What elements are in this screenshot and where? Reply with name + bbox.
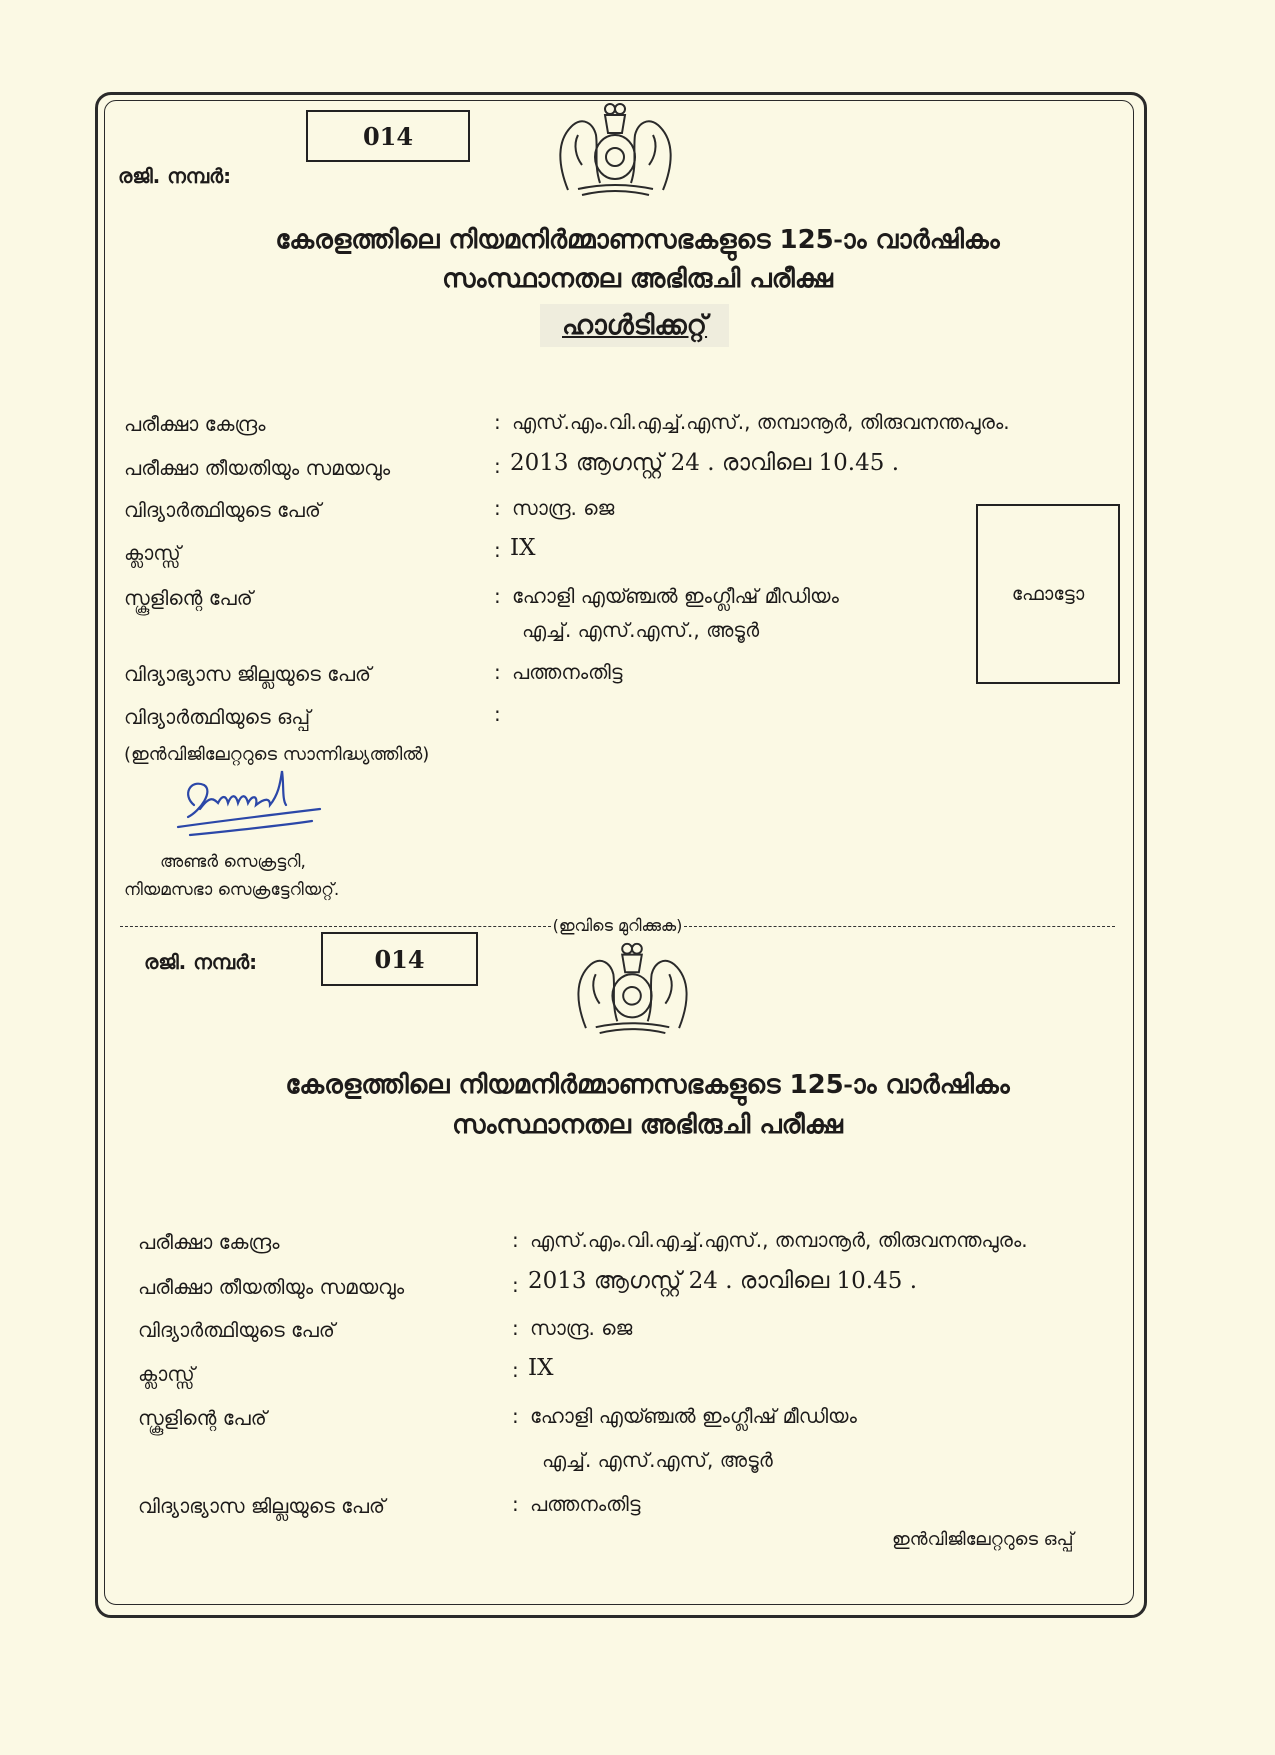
colon: : (512, 1228, 519, 1252)
invigilator-signature-label: ഇൻവിജിലേറ്ററുടെ ഒപ്പ് (892, 1529, 1074, 1550)
colon: : (494, 702, 501, 726)
class-value: IX (528, 1355, 554, 1381)
cut-dash-left (120, 926, 551, 927)
bottom-title-line2: സംസ്ഥാനതല അഭിരുചി പരീക്ഷ (452, 1110, 843, 1140)
colon: : (494, 584, 501, 608)
student-name-label: വിദ്യാർത്ഥിയുടെ പേര് (124, 498, 321, 522)
colon: : (512, 1404, 519, 1428)
cut-dash-right (684, 926, 1115, 927)
colon: : (494, 538, 501, 562)
hall-ticket-title: ഹാൾടിക്കറ്റ് (540, 304, 729, 347)
district-value: പത്തനംതിട്ട (512, 660, 623, 684)
district-label: വിദ്യാഭ്യാസ ജില്ലയുടെ പേര് (138, 1494, 386, 1518)
school-name-value-line2: എച്ച്. എസ്.എസ്., അടൂർ (522, 618, 760, 642)
exam-date-label: പരീക്ഷാ തീയതിയും സമയവും (124, 456, 391, 480)
colon: : (494, 660, 501, 684)
colon: : (512, 1358, 519, 1382)
colon: : (512, 1273, 519, 1297)
top-title-line1: കേരളത്തിലെ നിയമനിർമ്മാണസഭകളുടെ 125-ാം വാർഷികം (275, 225, 1000, 255)
exam-centre-label: പരീക്ഷാ കേന്ദ്രം (124, 412, 266, 436)
school-name-value: ഹോളി എയ്ഞ്ചൽ ഇംഗ്ലീഷ് മീഡിയം (512, 584, 839, 608)
cut-here-text: (ഇവിടെ മുറിക്കുക) (552, 916, 683, 935)
school-name-value: ഹോളി എയ്ഞ്ചൽ ഇംഗ്ലീഷ് മീഡിയം (530, 1404, 857, 1428)
colon: : (512, 1492, 519, 1516)
exam-centre-value: എസ്.എം.വി.എച്ച്.എസ്., തമ്പാനൂർ, തിരുവനന്തപുരം. (512, 410, 1010, 434)
exam-date-value: 2013 ആഗസ്റ്റ് 24 . രാവിലെ 10.45 . (510, 450, 900, 476)
bottom-title-line1: കേരളത്തിലെ നിയമനിർമ്മാണസഭകളുടെ 125-ാം വാർഷികം (285, 1070, 1010, 1100)
class-value: IX (510, 535, 536, 561)
signatory-designation: അണ്ടർ സെക്രട്ടറി, (160, 852, 306, 872)
top-title-line2: സംസ്ഥാനതല അഭിരുചി പരീക്ഷ (442, 264, 833, 294)
signature-image (170, 765, 330, 845)
top-reg-label: രജി. നമ്പർ: (118, 164, 232, 188)
signatory-office: നിയമസഭാ സെക്രട്ടേറിയറ്റ്. (124, 880, 340, 900)
class-label: ക്ലാസ്സ് (124, 541, 181, 565)
class-label: ക്ലാസ്സ് (138, 1362, 195, 1386)
colon: : (494, 496, 501, 520)
kerala-emblem-icon (548, 95, 683, 197)
exam-centre-value: എസ്.എം.വി.എച്ച്.എസ്., തമ്പാനൂർ, തിരുവനന്തപുരം. (530, 1228, 1028, 1252)
exam-date-value: 2013 ആഗസ്റ്റ് 24 . രാവിലെ 10.45 . (528, 1268, 918, 1294)
district-label: വിദ്യാഭ്യാസ ജില്ലയുടെ പേര് (124, 662, 372, 686)
colon: : (494, 410, 501, 434)
top-reg-number: 014 (362, 121, 414, 151)
colon: : (494, 454, 501, 478)
student-signature-label: വിദ്യാർത്ഥിയുടെ ഒപ്പ് (124, 705, 311, 729)
student-name-label: വിദ്യാർത്ഥിയുടെ പേര് (138, 1318, 335, 1342)
exam-centre-label: പരീക്ഷാ കേന്ദ്രം (138, 1230, 280, 1254)
invigilator-presence-note: (ഇൻവിജിലേറ്ററുടെ സാന്നിദ്ധ്യത്തിൽ) (124, 744, 430, 765)
bottom-reg-number-box (321, 932, 478, 986)
student-name-value: സാന്ദ്ര. ജെ (530, 1316, 633, 1340)
top-reg-number-box (306, 110, 470, 162)
exam-date-label: പരീക്ഷാ തീയതിയും സമയവും (138, 1275, 405, 1299)
school-name-value-line2: എച്ച്. എസ്.എസ്, അടൂർ (542, 1448, 773, 1472)
photo-box (976, 504, 1120, 684)
district-value: പത്തനംതിട്ട (530, 1492, 641, 1516)
school-name-label: സ്കൂളിന്റെ പേര് (138, 1406, 267, 1430)
cut-line (120, 916, 1115, 936)
student-name-value: സാന്ദ്ര. ജെ (512, 496, 615, 520)
school-name-label: സ്കൂളിന്റെ പേര് (124, 586, 253, 610)
bottom-reg-label: രജി. നമ്പർ: (144, 950, 258, 974)
colon: : (512, 1316, 519, 1340)
kerala-emblem-icon (565, 935, 700, 1035)
photo-label: ഫോട്ടോ (1011, 583, 1085, 605)
bottom-reg-number: 014 (374, 944, 425, 974)
